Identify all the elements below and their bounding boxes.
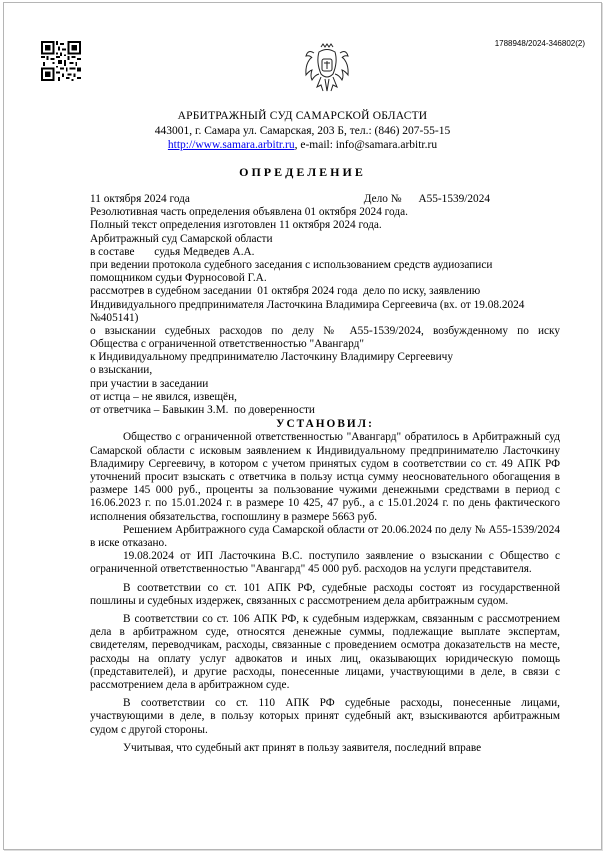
- document-id: 1788948/2024-346802(2): [494, 39, 585, 48]
- intro-line: от истца – не явился, извещён,: [90, 390, 237, 403]
- intro-line: №405141): [90, 311, 139, 324]
- intro-line: Полный текст определения изготовлен 11 октября 2024 года.: [90, 219, 382, 232]
- qr-code-image: [41, 41, 81, 81]
- intro-line: Арбитражный суд Самарской области: [90, 232, 273, 245]
- paragraph: В соответствии со ст. 110 АПК РФ судебные расходы, понесенные лицами, участвующими в деле, в пользу которых принят судебный акт, взыскиваются арбитражным судом с другой стороны.: [90, 697, 560, 736]
- court-website-link[interactable]: http://www.samara.arbitr.ru: [167, 139, 295, 151]
- paragraph: Общество с ограниченной ответственностью "Авангард" обратилось в Арбитражный суд Самарской области с исковым заявлением к Индивидуальному предпринимателю Ласточкину Владимиру Сергеевичу, в котором с учетом принятых судом в соответствии со ст. 49 АПК РФ уточнений просит взыскать с ответчика в пользу истца сумму неосновательного обогащения в размере 145 000 руб., проценты за пользование чужими денежными средствами в период с 16.06.2023 г. по 15.01.2024 г. в размере 10 425, 47 руб., а с 15.01.2024 г. по день фактического исполнения обязательства, госпошлину в размере 5663 руб.: [90, 431, 560, 523]
- intro-line: от ответчика – Бавыкин З.М. по доверенности: [90, 404, 315, 416]
- paragraph: Учитывая, что судебный акт принят в пользу заявителя, последний вправе: [123, 741, 482, 754]
- intro-line: о взыскании,: [90, 364, 153, 377]
- document-title: ОПРЕДЕЛЕНИЕ: [239, 165, 366, 179]
- intro-line: помощником судьи Фурносовой Г.А.: [90, 272, 267, 285]
- intro-line: Индивидуального предпринимателя Ласточкина Владимира Сергеевича (вх. от 19.08.2024: [90, 298, 525, 311]
- intro-line: о взыскании судебных расходов по делу № А55-1539/2024, возбужденному по иску: [90, 324, 560, 337]
- intro-line: в составе судья Медведев А.А.: [90, 245, 255, 258]
- case-label: Дело №: [363, 193, 402, 205]
- document-page: [3, 2, 602, 850]
- court-name: АРБИТРАЖНЫЙ СУД САМАРСКОЙ ОБЛАСТИ: [177, 110, 428, 122]
- decision-date: 11 октября 2024 года: [90, 193, 190, 205]
- court-contacts: [4, 138, 601, 152]
- intro-line: при участии в заседании: [90, 377, 209, 390]
- paragraph: В соответствии со ст. 106 АПК РФ, к судебным издержкам, связанным с рассмотрением дела в арбитражном суде, относятся денежные суммы, подлежащие выплате экспертам, свидетелям, переводчикам, расходы, связанные с проведением осмотра доказательств на месте, расходы на оплату услуг адвокатов и иных лиц, оказывающих юридическую помощь (представителей), и другие расходы, понесенные лицами, участвующими в деле, в связи с рассмотрением дела в арбитражном суде.: [90, 613, 560, 692]
- case-number: А55-1539/2024: [418, 193, 490, 205]
- intro-line: к Индивидуальному предпринимателю Ласточкину Владимиру Сергеевичу: [90, 351, 453, 364]
- date-case-line: [90, 193, 560, 206]
- intro-line: при ведении протокола судебного заседания с использованием средств аудиозаписи: [90, 258, 493, 271]
- paragraph: Решением Арбитражного суда Самарской области от 20.06.2024 по делу № А55-1539/2024 в иске отказано.: [90, 523, 560, 550]
- court-email: , e-mail: info@samara.arbitr.ru: [294, 139, 438, 151]
- paragraph: 19.08.2024 от ИП Ласточкина В.С. поступило заявление о взыскании с Общество с ограниченной ответственностью "Авангард" 45 000 руб. расходов на услуги представителя.: [90, 550, 560, 576]
- intro-line: Общества с ограниченной ответственностью "Авангард": [90, 338, 364, 351]
- document-body: [90, 193, 560, 755]
- coat-of-arms-emblem-icon: [304, 43, 350, 97]
- paragraph: В соответствии со ст. 101 АПК РФ, судебные расходы состоят из государственной пошлины и судебных издержек, связанных с рассмотрением дела арбитражным судом.: [90, 581, 560, 607]
- section-heading: УСТАНОВИЛ:: [276, 418, 374, 431]
- intro-line: Резолютивная часть определения объявлена 01 октября 2024 года.: [90, 206, 408, 219]
- intro-line: рассмотрев в судебном заседании 01 октября 2024 года дело по иску, заявлению: [90, 285, 481, 298]
- case-ref: [364, 193, 490, 206]
- court-address: 443001, г. Самара ул. Самарская, 203 Б, тел.: (846) 207-55-15: [154, 125, 451, 137]
